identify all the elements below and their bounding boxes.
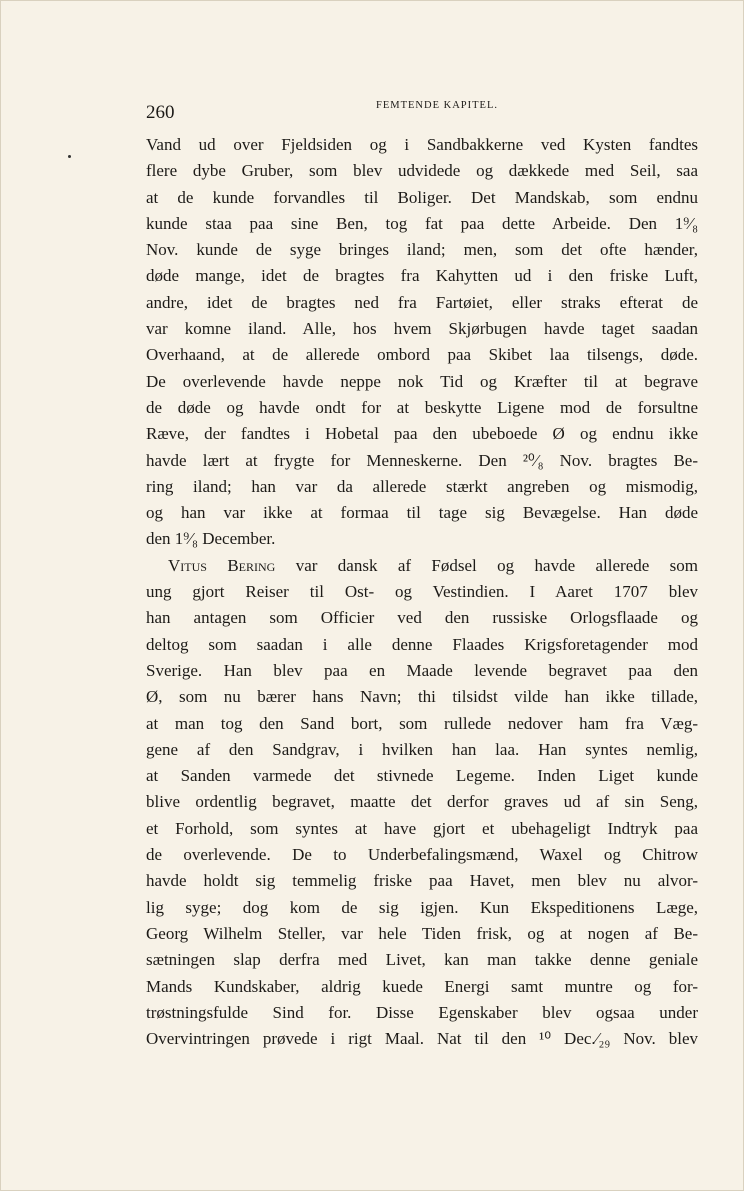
- text-line: de døde og havde ondt for at beskytte Ligene mod de forsultne: [146, 397, 698, 417]
- text-line: havde holdt sig temmelig friske paa Havet, men blev nu alvor-: [146, 871, 698, 891]
- text-line: kunde staa paa sine Ben, tog fat paa dette Arbeide. Den 1⁹⁄₈: [146, 213, 698, 233]
- page-header: [146, 100, 698, 124]
- text-line: han antagen som Officier ved den russiske Orlogsflaade og: [146, 608, 698, 628]
- text-line: Nov. kunde de syge bringes iland; men, som det ofte hænder,: [146, 240, 698, 260]
- body-text: [146, 132, 698, 1052]
- text-fragment: var dansk af Fødsel og havde allerede som: [295, 555, 698, 575]
- text-line: [146, 553, 698, 579]
- text-line: havde lært at frygte for Menneskerne. Den ²⁰⁄₈ Nov. bragtes Be-: [146, 450, 698, 470]
- text-line: andre, idet de bragtes ned fra Fartøiet, eller straks efterat de: [146, 292, 698, 312]
- text-line: at de kunde forvandles til Boliger. Det Mandskab, som endnu: [146, 187, 698, 207]
- text-line: den 1⁹⁄₈ December.: [146, 529, 276, 549]
- text-line: Ræve, der fandtes i Hobetal paa den ubeboede Ø og endnu ikke: [146, 424, 698, 444]
- text-line: Sverige. Han blev paa en Maade levende begravet paa den: [146, 660, 698, 680]
- text-line: var komne iland. Alle, hos hvem Skjørbugen havde taget saadan: [146, 319, 698, 339]
- text-line: trøstningsfulde Sind for. Disse Egenskaber blev ogsaa under: [146, 1002, 698, 1022]
- text-line: døde mange, idet de bragtes fra Kahytten ud i den friske Luft,: [146, 266, 698, 286]
- text-line: Overvintringen prøvede i rigt Maal. Nat til den ¹⁰ Dec.⁄₂₉ Nov. blev: [146, 1029, 698, 1049]
- text-line: ung gjort Reiser til Ost- og Vestindien. I Aaret 1707 blev: [146, 582, 698, 602]
- text-line: deltog som saadan i alle denne Flaades Krigsforetagender mod: [146, 634, 698, 654]
- person-name: Vitus Bering: [168, 555, 276, 575]
- text-line: at Sanden varmede det stivnede Legeme. Inden Liget kunde: [146, 766, 698, 786]
- text-line: Overhaand, at de allerede ombord paa Skibet laa tilsengs, døde.: [146, 345, 698, 365]
- text-line: Mands Kundskaber, aldrig kuede Energi samt muntre og for-: [146, 976, 698, 996]
- text-line: et Forhold, som syntes at have gjort et ubehageligt Indtryk paa: [146, 818, 698, 838]
- text-line: og han var ikke at formaa til tage sig Bevægelse. Han døde: [146, 503, 698, 523]
- text-line: sætningen slap derfra med Livet, kan man takke denne geniale: [146, 950, 698, 970]
- text-line: flere dybe Gruber, som blev udvidede og dækkede med Seil, saa: [146, 161, 698, 181]
- text-line: De overlevende havde neppe nok Tid og Kræfter til at begrave: [146, 371, 698, 391]
- text-line: Vand ud over Fjeldsiden og i Sandbakkerne ved Kysten fandtes: [146, 135, 698, 154]
- margin-mark: [68, 155, 71, 158]
- text-line: at man tog den Sand bort, som rullede nedover ham fra Væg-: [146, 713, 698, 733]
- page-number: 260: [146, 102, 175, 123]
- running-head: FEMTENDE KAPITEL.: [376, 100, 498, 111]
- text-line: gene af den Sandgrav, i hvilken han laa. Han syntes nemlig,: [146, 739, 698, 759]
- text-line: ring iland; han var da allerede stærkt angreben og mismodig,: [146, 476, 698, 496]
- text-line: de overlevende. De to Underbefalingsmænd, Waxel og Chitrow: [146, 845, 698, 865]
- paragraph-2: [146, 553, 698, 1053]
- text-line: Ø, som nu bærer hans Navn; thi tilsidst vilde han ikke tillade,: [146, 687, 698, 707]
- paragraph-1: [146, 132, 698, 553]
- text-line: Georg Wilhelm Steller, var hele Tiden frisk, og at nogen af Be-: [146, 923, 698, 943]
- text-line: blive ordentlig begravet, maatte det derfor graves ud af sin Seng,: [146, 792, 698, 812]
- text-line: lig syge; dog kom de sig igjen. Kun Ekspeditionens Læge,: [146, 897, 698, 917]
